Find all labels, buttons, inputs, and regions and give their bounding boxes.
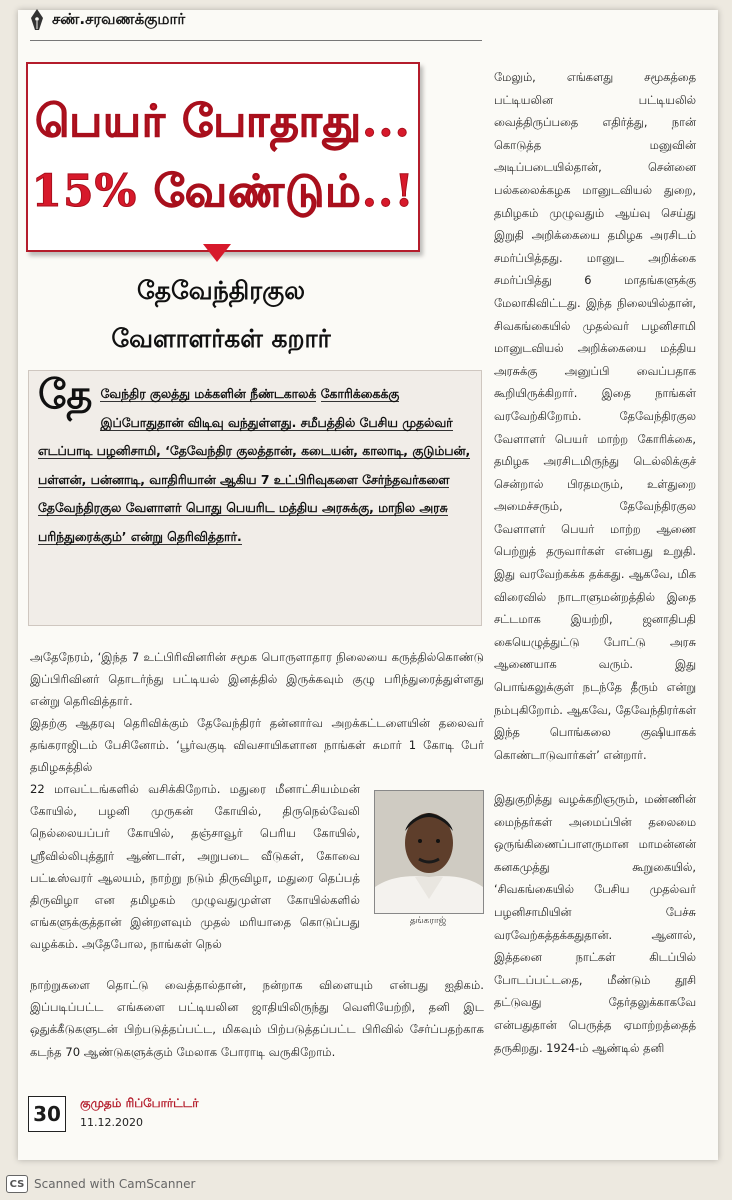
lead-paragraph (38, 372, 478, 552)
magazine-name: குமுதம் ரிப்போர்ட்டர் (80, 1096, 199, 1110)
body-paragraph-2c: நாற்றுகளை தொட்டு வைத்தால்தான், நன்றாக விளையும் என்பது ஐதிகம். இப்படிப்பட்ட எங்களை பட்டியலின ஜாதியிலிருந்து வெளியேற்றி, தனி இட ஒதுக்கீடுகளுடன் பிற்படுத்தப்பட்ட, மிகவும் பிற்படுத்தப்பட்ட பிரிவில் சேர்ப்பதற்காக கடந்த 70 ஆண்டுகளுக்கும் மேலாக போராடி வருகிறோம். (30, 978, 484, 1059)
body-paragraph-2a: இதற்கு ஆதரவு தெரிவிக்கும் தேவேந்திரர் தன்னார்வ அறக்கட்டளையின் தலைவர் தங்கராஜிடம் பேசினோம். ‘பூர்வகுடி விவசாயிகளான நாங்கள் சுமார் 1 கோடி பேர் தமிழகத்தில் (30, 716, 484, 775)
pen-nib-icon (28, 8, 46, 32)
page-number: 30 (28, 1096, 66, 1132)
portrait-photo (374, 790, 484, 914)
photo-caption: தங்கராஜ் (409, 916, 447, 926)
issue-date: 11.12.2020 (80, 1116, 143, 1129)
headline-box (26, 62, 420, 252)
right-column-paragraph-2: இதுகுறித்து வழக்கறிஞரும், மண்ணின் மைந்தர்கள் அமைப்பின் தலைமை ஒருங்கிணைப்பாளருமான மாமன்னன் கனகமுத்து கூறுகையில், ‘சிவகங்கையில் பேசிய முதல்வர் பழனிசாமியின் பேச்சு வரவேற்கத்தக்கதுதான். ஆனால், இத்தனை நாட்கள் கிடப்பில் போடப்பட்டதை, மீண்டும் தூசி தட்டுவது தேர்தலுக்காகவே என்பதுதான் பெருத்த ஏமாற்றத்தைத் தருகிறது. 1924-ம் ஆண்டில் தனி (494, 792, 696, 1055)
camscanner-icon: CS (6, 1175, 28, 1193)
scanner-label: Scanned with CamScanner (34, 1177, 196, 1191)
headline-line-2: 15% வேண்டும்..! (31, 166, 415, 217)
body-paragraph-2b: 22 மாவட்டங்களில் வசிக்கிறோம். மதுரை மீனாட்சியம்மன் கோயில், பழனி முருகன் கோயில், திருநெல்வேலி நெல்லையப்பர் கோயில், தஞ்சாவூர் பெரிய கோயில், ஸ்ரீவில்லிபுத்தூர் ஆண்டாள், அறுபடை வீடுகள், கோவை பட்டீஸ்வரர் ஆலயம், நாற்று நடும் திருவிழா, மதுரை தெப்பத் திருவிழா என தமிழகம் முழுவதுமுள்ள கோயில்களில் எங்களுக்குத்தான் இன்றளவும் முதல் மரியாதை கொடுப்பது வழக்கம். அதேபோல, நாங்கள் நெல் (30, 782, 360, 952)
lead-text-line1: வேந்திர குலத்து மக்களின் நீண்டகாலக் (100, 386, 317, 401)
lead-text: கோரிக்கைக்கு இப்போதுதான் விடிவு வந்துள்ளது. சமீபத்தில் பேசிய முதல்வர் எடப்பாடி பழனிசாமி, ‘தேவேந்திர குலத்தான், கடையன், காலாடி, குடும்பன், பள்ளன், பன்னாடி, வாதிரியான் ஆகிய 7 உட்பிரிவுகளை சேர்ந்தவர்களை தேவேந்திரகுல வேளாளர் பொது பெயரிட மத்திய அரசுக்கு, மாநில அரசு பரிந்துரைக்கும்’ என்று தெரிவித்தார். (38, 386, 471, 544)
author-name: சண்.சரவணக்குமார் (52, 10, 186, 28)
headline-pointer (203, 244, 231, 262)
lead-dropcap: தே (38, 372, 93, 418)
headline-line-1: பெயர் போதாது... (35, 96, 411, 147)
subheadline-line-1: தேவேந்திரகுல (137, 276, 305, 305)
subheadline-line-2: வேளாளர்கள் கறார் (111, 324, 331, 353)
body-paragraph-1: அதேநேரம், ‘இந்த 7 உட்பிரிவினரின் சமூக பொருளாதார நிலையை கருத்தில்கொண்டு இப்பிரிவினர் தொடர்ந்து பட்டியல் இனத்தில் இருக்கவும் குழு பரிந்துரைத்துள்ளது என்று தெரிவித்தார். (30, 650, 484, 709)
byline (28, 6, 185, 34)
byline-divider (30, 40, 482, 41)
right-column-paragraph-1: மேலும், எங்களது சமூகத்தை பட்டியலின பட்டியலில் வைத்திருப்பதை எதிர்த்து, நான் கொடுத்த மனுவின் அடிப்படையில்தான், சென்னை பல்கலைக்கழக மானுடவியல் துறை, தமிழகம் முழுவதும் ஆய்வு செய்து இறுதி அறிக்கையை தமிழக அரசிடம் சமர்ப்பித்தது. மானுட அறிக்கை சமர்ப்பித்து 6 மாதங்களுக்கு மேலாகிவிட்டது. இந்த நிலையில்தான், சிவகங்கையில் முதல்வர் பழனிசாமி மானுடவியல் அறிக்கையை மத்திய அரசுக்கு அனுப்பி வைப்பதாக கூறியிருக்கிறார். இதை நாங்கள் வரவேற்கிறோம். தேவேந்திரகுல வேளாளர் பெயர் மாற்ற கோரிக்கை, தமிழக அரசிடமிருந்து டெல்லிக்குச் சென்றால் பிரதமரும், உள்துறை அமைச்சரும், தேவேந்திரகுல வேளாளர் பெயர் மாற்ற ஆணை பெற்றுத் தருவார்கள் என்பது உறுதி. இது வரவேற்கக்க தக்கது. ஆகவே, மிக விரைவில் நாடாளுமன்றத்தில் இதை சட்டமாக இயற்றி, ஜனாதிபதி கையெழுத்துட்டு போட்டு அரசு ஆணையாக வரும். இது பொங்கலுக்குள் நடந்தே தீரும் என்று நம்புகிறோம். ஆகவே, தேவேந்திரர்கள் இந்த பொங்கலை குஷியாகக் கொண்டாடுவார்கள்’ என்றார். (494, 70, 696, 762)
scanner-watermark (0, 1168, 732, 1200)
